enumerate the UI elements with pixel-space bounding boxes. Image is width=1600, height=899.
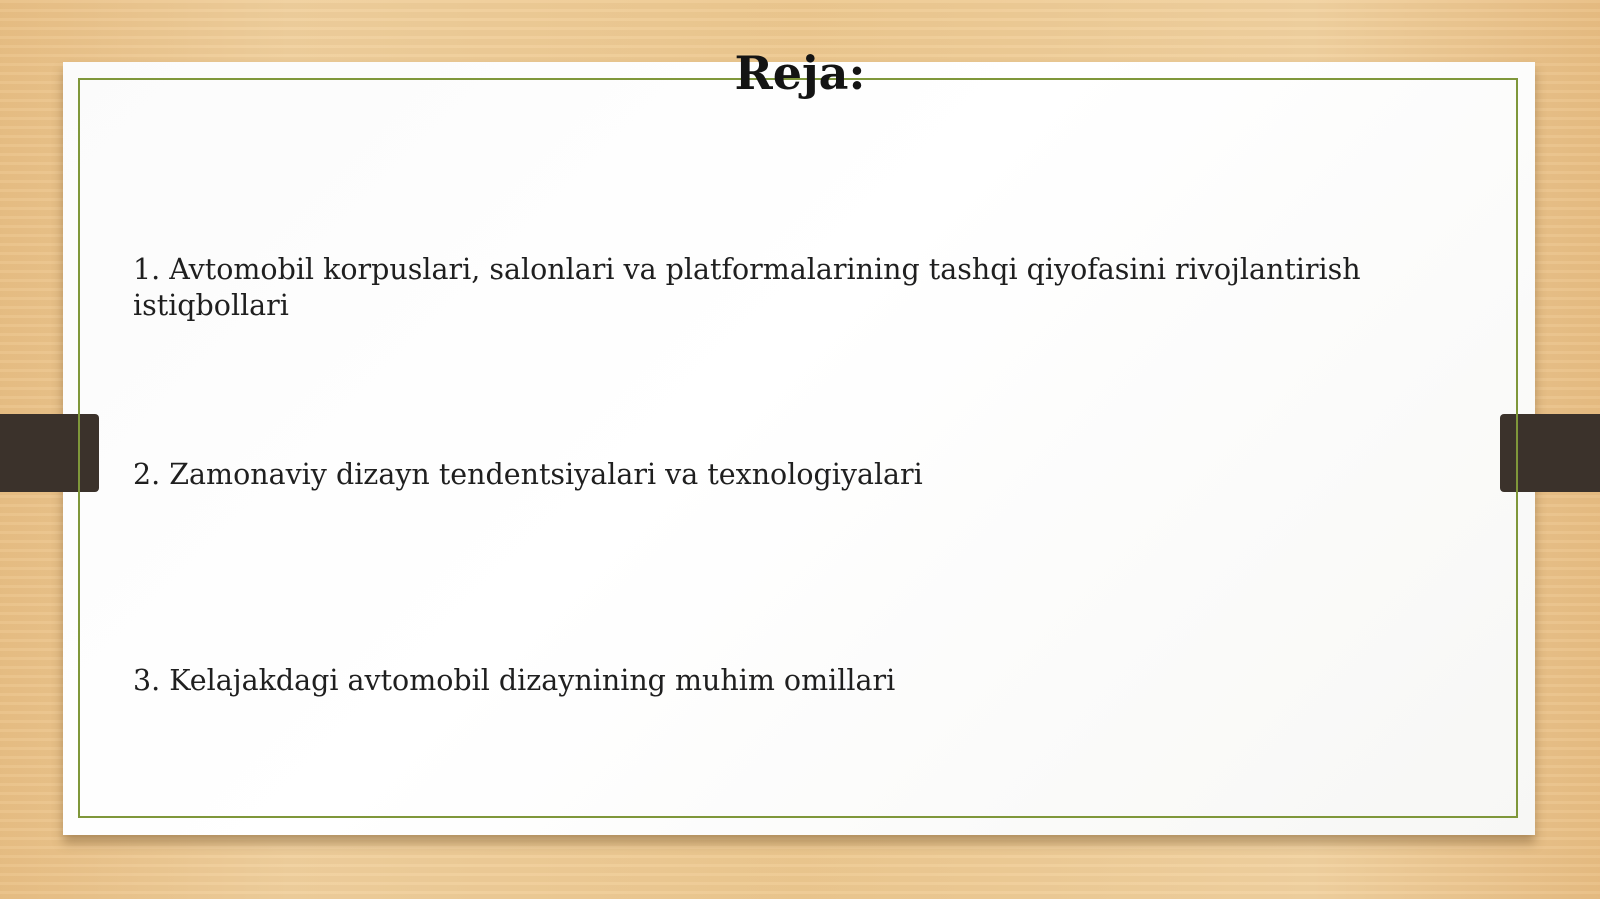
- slide-title: Reja:: [734, 46, 866, 100]
- agenda-item-3: 3. Kelajakdagi avtomobil dizaynining muhim omillari: [133, 664, 896, 697]
- agenda-item-2: 2. Zamonaviy dizayn tendentsiyalari va texnologiyalari: [133, 458, 923, 491]
- agenda-item-1: 1. Avtomobil korpuslari, salonlari va platformalarining tashqi qiyofasini rivojlantirish istiqbollari: [133, 253, 1361, 322]
- slide-frame: [78, 78, 1518, 818]
